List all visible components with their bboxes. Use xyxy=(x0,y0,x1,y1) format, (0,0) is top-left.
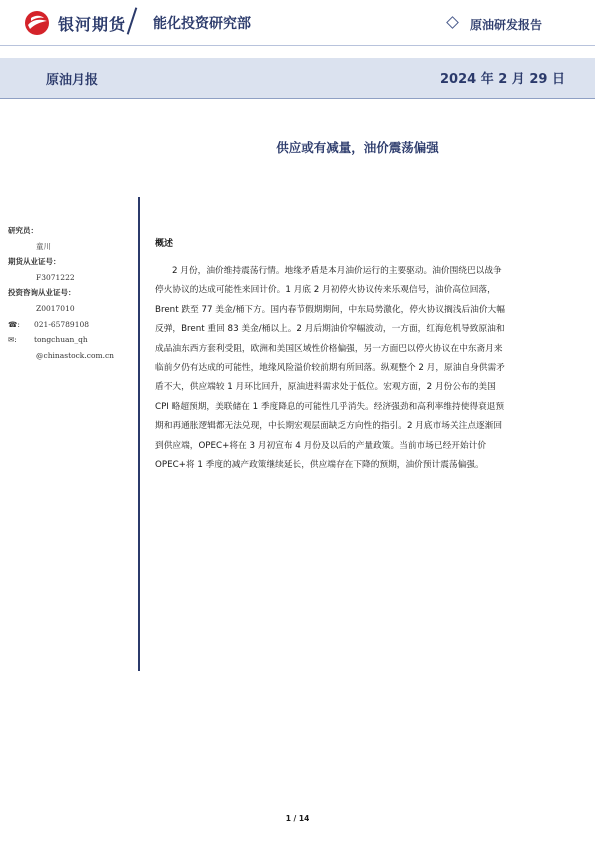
band-rule xyxy=(0,98,595,99)
analyst-label: 研究员： xyxy=(8,226,38,235)
paragraph-line: 期和再通胀逻辑都无法兑现，中长期宏观层面缺乏方向性的指引。2 月底市场关注点逐渐回 xyxy=(155,421,503,432)
department-name: 能化投资研究部 xyxy=(153,16,251,32)
paragraph-line: 停火协议的达成可能性来回计价。1 月底 2 月初停火协议传来乐观信号，油价高位回落， xyxy=(155,285,496,296)
report-title: 供应或有减量，油价震荡偏强 xyxy=(276,140,439,155)
section-title: 概述 xyxy=(155,239,174,249)
paragraph-line: 盾不大，供应端较 1 月环比回升，原油进料需求处于低位。宏观方面，2 月份公布的美国 xyxy=(155,382,496,393)
license-label: 期货从业证号： xyxy=(8,257,61,267)
email-icon: ✉: xyxy=(8,335,17,345)
page-header xyxy=(0,0,595,46)
diamond-icon xyxy=(446,16,459,29)
email-domain: @chinastock.com.cn xyxy=(36,350,114,360)
summary-paragraph xyxy=(155,262,557,475)
paragraph-line: 成品油东西方套利受阻，欧洲和美国区域性价格偏强，另一方面巴以停火协议在中东斋月来 xyxy=(155,343,503,354)
phone-number: 021-65789108 xyxy=(34,319,90,329)
header-rule xyxy=(0,45,595,46)
paragraph-line: 到供应端，OPEC+将在 3 月初宣布 4 月份及以后的产量政策。当前市场已经开始计价 xyxy=(155,440,487,451)
analyst-name: 童川 xyxy=(36,241,51,251)
paragraph-line: OPEC+将 1 季度的减产政策继续延长，供应端存在下降的预期，油价预计震荡偏强。 xyxy=(155,459,484,470)
brand-name: 银河期货 xyxy=(58,15,127,34)
paragraph-line: 反弹，Brent 重回 83 美金/桶以上。2 月后期油价窄幅波动，一方面，红海危机导致原油和 xyxy=(155,324,505,335)
consult-license-label: 投资咨询从业证号： xyxy=(8,288,76,298)
paragraph-line: Brent 跌至 77 美金/桶下方。国内春节假期期间，中东局势激化，停火协议搁浅后油价大幅 xyxy=(155,304,505,315)
consult-license-number: Z0017010 xyxy=(36,303,75,313)
report-type: 原油研发报告 xyxy=(470,18,543,32)
sidebar-divider xyxy=(138,197,140,671)
license-number: F3071222 xyxy=(36,272,75,282)
phone-icon: ☎: xyxy=(8,319,20,329)
page-number: 1 / 14 xyxy=(285,814,310,823)
doc-type: 原油月报 xyxy=(46,73,99,88)
analyst-info xyxy=(8,223,128,363)
header-divider xyxy=(127,7,138,34)
paragraph-line: CPI 略超预期，美联储在 1 季度降息的可能性几乎消失。经济强劲和高利率维持使得衰退预 xyxy=(155,401,505,412)
paragraph-line: 临前夕仍有达成的可能性，地缘风险溢价较前期有所回落。纵观整个 2 月，原油自身供需矛 xyxy=(155,362,505,373)
report-date: 2024 年 2 月 29 日 xyxy=(440,72,565,87)
galaxy-futures-logo-icon xyxy=(24,10,50,36)
email-user: tongchuan_qh xyxy=(34,335,88,345)
paragraph-line: 2 月份，油价维持震荡行情。地缘矛盾是本月油价运行的主要驱动。油价围绕巴以战争 xyxy=(172,266,502,276)
